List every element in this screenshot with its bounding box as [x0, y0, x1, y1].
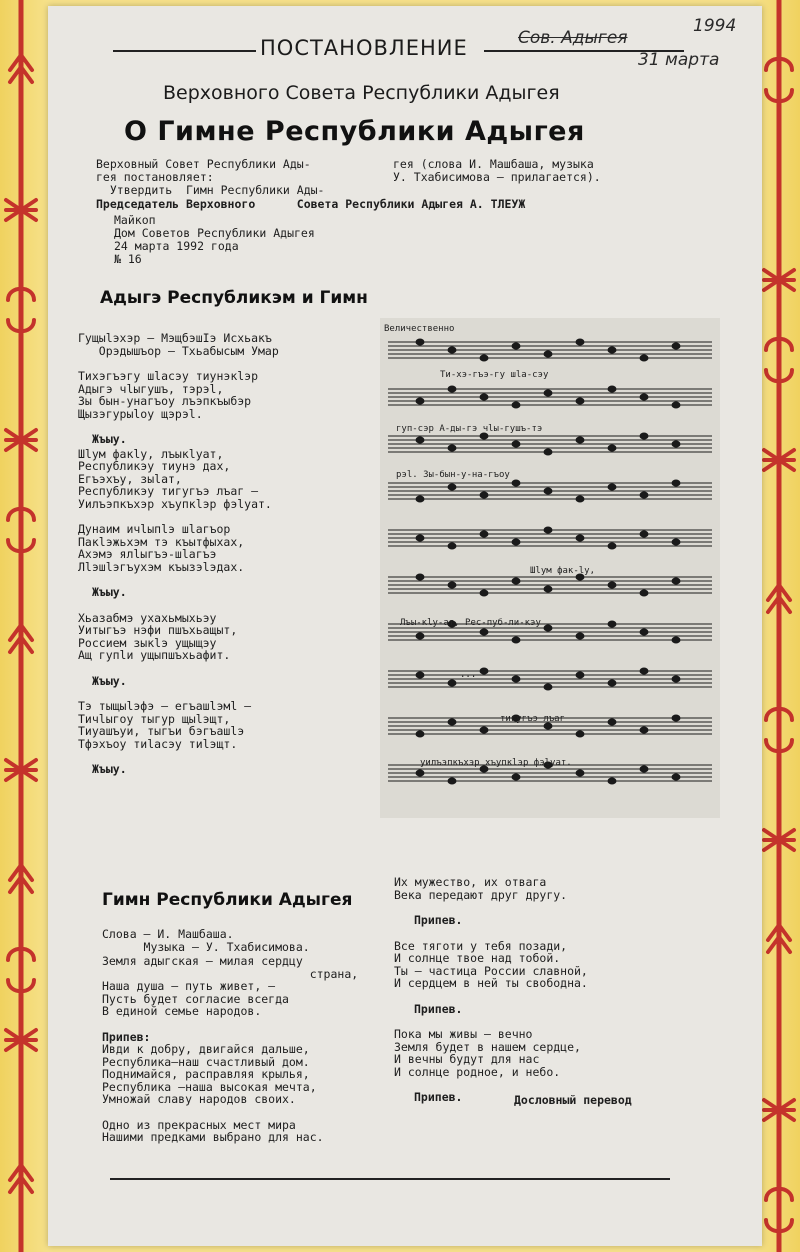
verse-line: И вечны будут для нас — [394, 1052, 540, 1066]
music-note — [608, 680, 616, 686]
russian-stanza-4 — [394, 1028, 724, 1078]
music-note — [608, 484, 616, 490]
music-note — [640, 355, 648, 361]
music-note — [608, 445, 616, 451]
adyghe-author-line: Гущыlэхэр — МэщбэшІэ Исхьакъ — [78, 331, 272, 345]
handwritten-date: 31 марта — [638, 50, 720, 70]
music-note — [576, 672, 584, 678]
music-note — [544, 684, 552, 690]
music-note — [640, 590, 648, 596]
refrain-label: Припев. — [414, 1001, 463, 1016]
translation-note: Дословный перевод — [514, 1092, 632, 1107]
handwritten-note: Сов. Адыгея — [518, 28, 628, 48]
verse-line: страна, — [102, 966, 359, 981]
music-note — [512, 402, 520, 408]
music-note — [512, 539, 520, 545]
adyghe-anthem-text — [78, 332, 378, 789]
verse-line: Тичlыгоу тыгур щыlэщт, — [78, 711, 231, 726]
verse-line: Тфэхъоу тиlасэу тиlэщт. — [78, 736, 238, 751]
music-note — [512, 774, 520, 780]
music-note — [416, 574, 424, 580]
place-line-3: 24 марта 1992 года — [114, 239, 239, 253]
russian-stanza-2 — [102, 1119, 402, 1144]
music-note — [576, 398, 584, 404]
verse-line: Ивди к добру, двигайся дальше, — [102, 1042, 310, 1056]
chair-signature-line: Председатель Верховного Совета Республики Адыгея А. ТЛЕУЖ — [96, 197, 526, 211]
place-line-1: Майкоп — [114, 213, 156, 227]
music-note — [544, 449, 552, 455]
music-note — [608, 386, 616, 392]
verse-line: Их мужество, их отвага — [394, 875, 547, 889]
verse-line: И солнце родное, и небо. — [394, 1064, 561, 1079]
place-line-2: Дом Советов Республики Адыгея — [114, 226, 315, 240]
music-note — [576, 496, 584, 502]
verse-line: В единой семье народов. — [102, 1004, 262, 1018]
music-note — [480, 531, 488, 537]
left-ornament-border — [0, 0, 42, 1252]
verse-line: Республика—наш счастливый дом. — [102, 1054, 310, 1069]
verse-line: Умножай славу народов своих. — [102, 1092, 296, 1106]
music-note — [576, 535, 584, 541]
music-note — [448, 719, 456, 725]
music-note — [512, 480, 520, 486]
verse-line: Наша душа — путь живет, — — [102, 979, 276, 993]
music-note — [544, 586, 552, 592]
verse-line: И солнце твое над тобой. — [394, 951, 561, 965]
verse-line: Ахэмэ ялlыгъэ-шlагъэ — [78, 547, 217, 561]
music-note — [640, 668, 648, 674]
russian-anthem-title: Гимн Республики Адыгея — [102, 890, 353, 910]
decree-left-line-3: Утвердить Гимн Республики Ады- — [96, 183, 325, 197]
music-note — [416, 731, 424, 737]
decree-right-line-2: У. Тхабисимова — прилагается). — [393, 170, 601, 184]
music-lyric-line: ... — [460, 670, 477, 680]
verse-line: Ащ гупlи ущыпшъхьафит. — [78, 648, 231, 662]
music-note — [608, 543, 616, 549]
verse-line: Поднимайся, расправляя крылья, — [102, 1067, 310, 1081]
music-note — [448, 347, 456, 353]
music-note — [576, 437, 584, 443]
verse-line: Пакlэжьхэм тэ къытфыхах, — [78, 534, 245, 549]
music-lyric-line: уилъэпкъхэр хъупкlэр фэlуат. — [420, 758, 572, 768]
music-note — [480, 394, 488, 400]
music-note — [672, 676, 680, 682]
music-note — [576, 731, 584, 737]
music-note — [416, 496, 424, 502]
music-note — [672, 539, 680, 545]
refrain-label: Припев. — [414, 913, 463, 927]
verse-line: Республика —наша высокая мечта, — [102, 1079, 317, 1094]
adyghe-stanza-4 — [78, 612, 378, 662]
music-note — [416, 339, 424, 345]
music-note — [640, 492, 648, 498]
refrain-label: Припев. — [414, 1090, 463, 1104]
music-note — [608, 778, 616, 784]
music-note — [480, 629, 488, 635]
verse-line: Века передают друг другу. — [394, 887, 568, 902]
adyghe-stanza-1 — [78, 370, 378, 420]
verse-line: Шlум факlу, лъыкlуат, — [78, 446, 224, 461]
music-note — [416, 770, 424, 776]
music-note — [544, 527, 552, 533]
music-note — [480, 355, 488, 361]
verse-line: Тиуашъуи, тыгъи бэгъашlэ — [78, 724, 245, 738]
music-note — [576, 339, 584, 345]
adyghe-author-block — [78, 332, 378, 357]
music-note — [480, 727, 488, 733]
sheet-music — [380, 318, 720, 818]
music-note — [448, 778, 456, 784]
music-note — [672, 480, 680, 486]
music-note — [544, 625, 552, 631]
music-note — [640, 766, 648, 772]
verse-line: Хьазабмэ ухахьмыхьэу — [78, 610, 217, 625]
verse-line: Лlэшlэгъухэм къызэlэдах. — [78, 559, 245, 574]
adyghe-stanza-3 — [78, 523, 378, 573]
verse-line: Уилъэпкъхэр хъупкlэр фэlуат. — [78, 496, 272, 511]
russian-refrain-text — [102, 1043, 402, 1106]
newspaper-clipping — [48, 6, 762, 1246]
music-note — [672, 441, 680, 447]
music-note — [672, 343, 680, 349]
music-note — [608, 719, 616, 725]
music-note — [640, 629, 648, 635]
music-note — [672, 715, 680, 721]
verse-line: И сердцем в ней ты свободна. — [394, 976, 588, 990]
handwritten-year: 1994 — [693, 16, 737, 36]
issuing-body: Верховного Совета Республики Адыгея — [163, 82, 560, 104]
decree-right-line-1: гея (слова И. Машбаша, музыка — [393, 157, 594, 171]
music-note — [640, 394, 648, 400]
music-note — [672, 774, 680, 780]
refrain-label: Жъыу. — [92, 673, 127, 688]
music-lyric-line: Шlум фак-lу, — [530, 566, 596, 576]
music-note — [640, 433, 648, 439]
music-note — [480, 492, 488, 498]
verse-line: Адыгэ чlыгушъ, тэрэl, — [78, 381, 224, 396]
bottom-rule — [110, 1178, 670, 1180]
tempo-marking: Величественно — [384, 324, 455, 334]
verse-line: Дунаим ичlыпlэ шlагъор — [78, 522, 231, 536]
music-note — [672, 578, 680, 584]
adyghe-author-line: Орэдышъор — Тхьабысым Умар — [78, 343, 279, 358]
verse-line: Республикэу тиунэ дах, — [78, 459, 231, 473]
verse-line: Земля будет в нашем сердце, — [394, 1039, 581, 1054]
russian-stanza-3 — [394, 940, 724, 990]
verse-line: Уитыгъэ нэфи пшъхьащыт, — [78, 623, 238, 637]
decree-left-line-1: Верховный Совет Республики Ады- — [96, 157, 311, 171]
music-note — [672, 402, 680, 408]
verse-line: Земля адыгская — милая сердцу — [102, 954, 303, 968]
music-note — [448, 445, 456, 451]
verse-line: Пока мы живы — вечно — [394, 1027, 533, 1041]
decree-left-line-2: гея постановляет: — [96, 170, 214, 184]
right-ornament-border — [758, 0, 800, 1252]
verse-line: Пусть будет согласие всегда — [102, 991, 289, 1006]
music-note — [512, 343, 520, 349]
music-note — [512, 676, 520, 682]
music-note — [480, 668, 488, 674]
adyghe-stanza-5 — [78, 700, 378, 750]
music-note — [448, 484, 456, 490]
verse-line: Тэ тыщыlэфэ — егъашlэмl — — [78, 699, 252, 713]
music-note — [608, 582, 616, 588]
music-note — [448, 680, 456, 686]
music-lyric-line: тигугъэ лъаг — [500, 714, 566, 724]
music-note — [672, 637, 680, 643]
music-note — [640, 531, 648, 537]
music-note — [512, 441, 520, 447]
author-line: Музыка — У. Тхабисимова. — [102, 939, 310, 954]
music-note — [416, 398, 424, 404]
refrain-label: Жъыу. — [92, 585, 127, 599]
music-note — [544, 488, 552, 494]
adyghe-stanza-2 — [78, 448, 378, 511]
music-lyric-line: рэl. Зы-бын-у-на-гъоу — [396, 470, 510, 480]
music-note — [512, 578, 520, 584]
music-note — [480, 590, 488, 596]
music-lyric-line: Лъы-кlу-ат, Рес-пуб-ли-кэу — [400, 618, 541, 628]
verse-line: Зы бын-унагъоу лъэпкъыбэр — [78, 394, 252, 408]
music-note — [544, 390, 552, 396]
title-rule-left — [113, 50, 256, 52]
verse-line: Одно из прекрасных мест мира — [102, 1117, 296, 1132]
music-note — [416, 535, 424, 541]
document-type-title: ПОСТАНОВЛЕНИЕ — [260, 36, 468, 60]
russian-stanza-2-cont — [394, 876, 724, 901]
verse-line: Ты — частица России славной, — [394, 963, 588, 978]
music-note — [576, 770, 584, 776]
music-note — [448, 543, 456, 549]
author-line: Слова — И. Машбаша. — [102, 927, 234, 941]
refrain-label: Жъыу. — [92, 432, 127, 446]
music-note — [448, 582, 456, 588]
place-line-4: № 16 — [114, 252, 142, 266]
russian-anthem-right — [394, 876, 724, 1106]
adyghe-anthem-title: Адыгэ Республикэм и Гимн — [100, 288, 368, 308]
music-note — [512, 637, 520, 643]
verse-line: Щызэгурыlоу щэрэl. — [78, 406, 203, 421]
russian-stanza-1 — [102, 955, 402, 1018]
music-note — [416, 633, 424, 639]
verse-line: Россием зыкlэ ущыщэу — [78, 635, 217, 650]
verse-line: Республикэу тигугъэ лъаг — — [78, 484, 259, 498]
russian-anthem-left — [102, 928, 402, 1157]
music-note — [576, 633, 584, 639]
verse-line: Все тяготи у тебя позади, — [394, 938, 568, 953]
music-note — [640, 727, 648, 733]
refrain-label: Жъыу. — [92, 762, 127, 776]
verse-line: Егъэхъу, зыlат, — [78, 471, 182, 486]
music-note — [608, 347, 616, 353]
document-headline: О Гимне Республики Адыгея — [124, 116, 585, 147]
music-note — [448, 386, 456, 392]
music-note — [416, 672, 424, 678]
music-note — [544, 351, 552, 357]
refrain-label: Припев: — [102, 1029, 151, 1044]
music-note — [416, 437, 424, 443]
music-lyric-line: гуп-сэр А-ды-гэ чlы-гушъ-тэ — [396, 424, 543, 434]
verse-line: Нашими предками выбрано для нас. — [102, 1130, 324, 1144]
verse-line: Тихэгъэгу шlасэу тиунэкlэр — [78, 369, 259, 383]
music-note — [608, 621, 616, 627]
music-lyric-line: Ти-хэ-гъэ-гу шlа-сэу — [440, 370, 549, 380]
